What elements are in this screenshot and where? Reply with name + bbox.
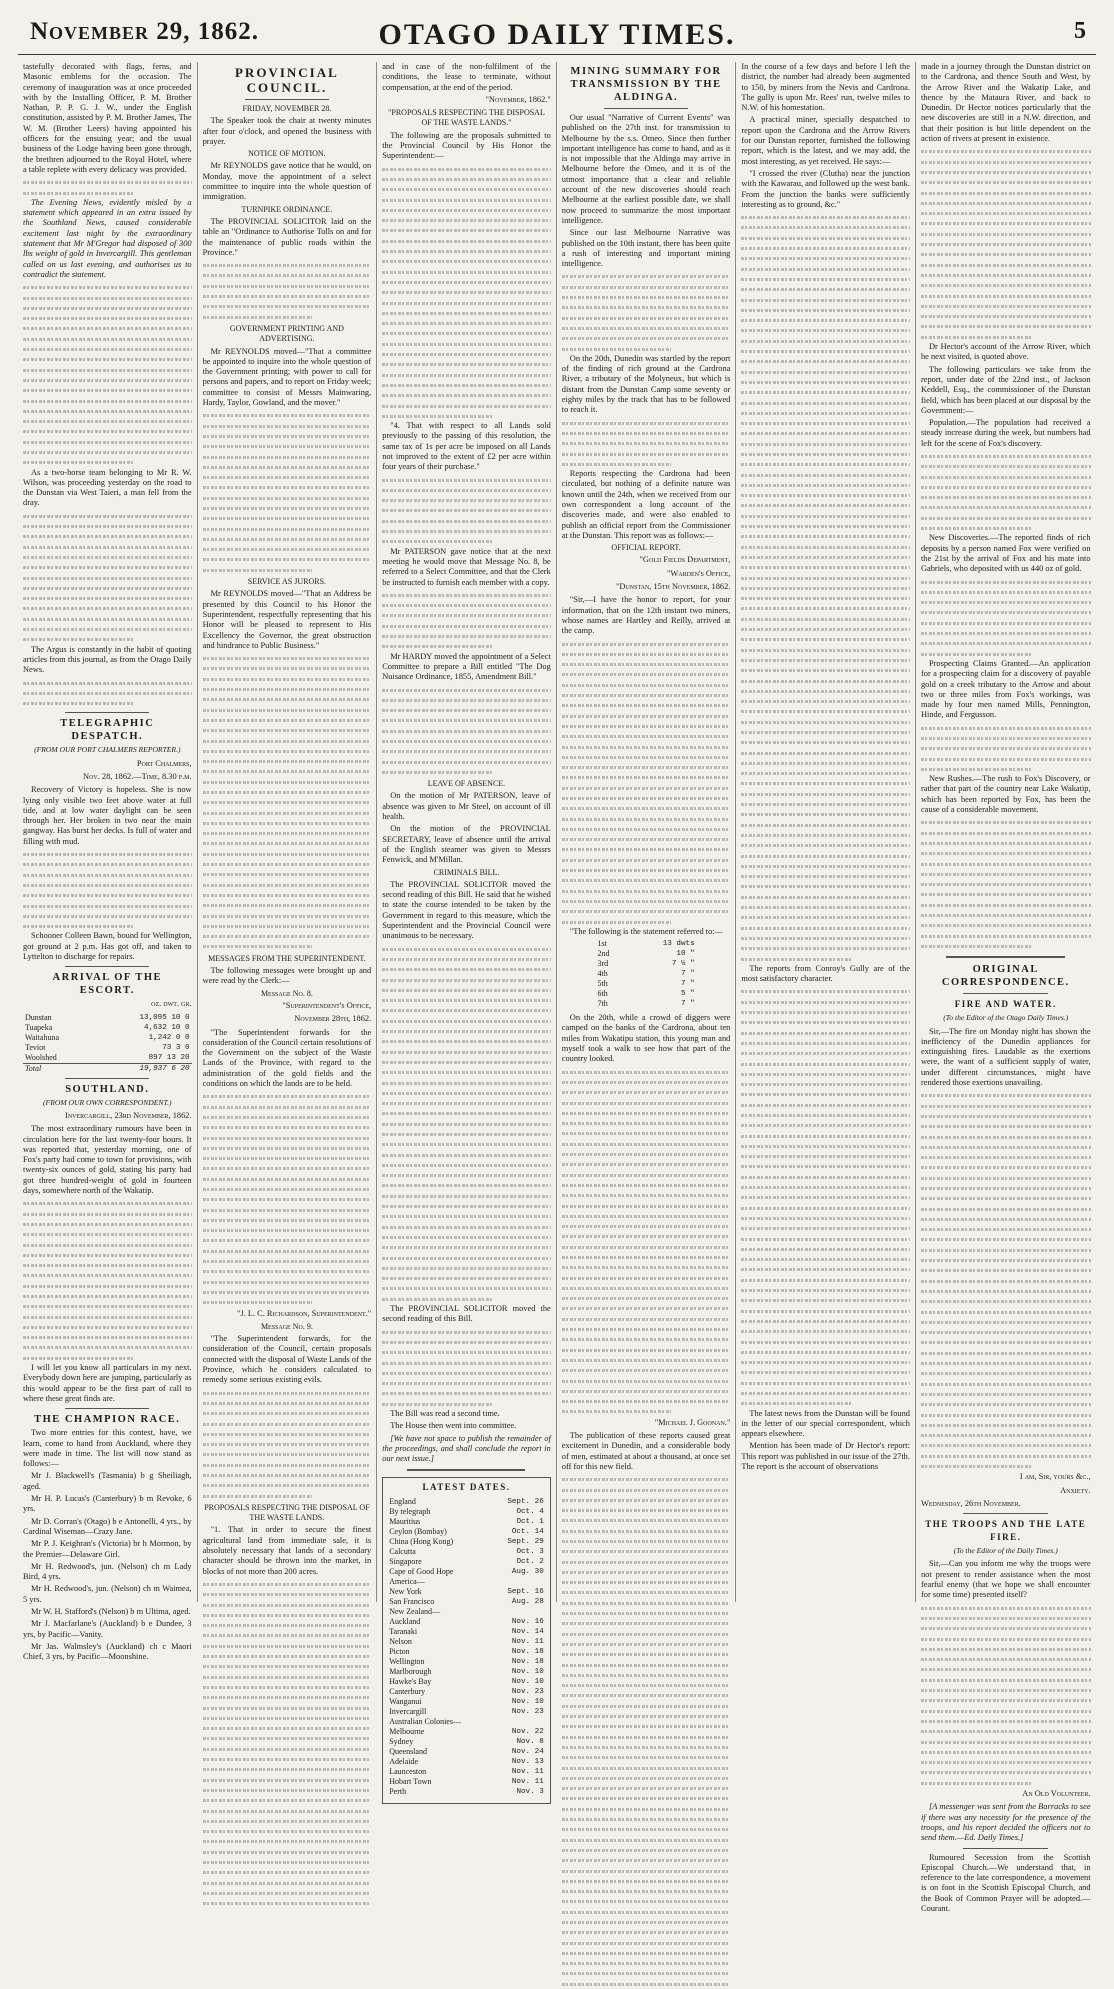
paragraph: "The Superintendent forwards, for the consideration of the Council, certain proposals connected with the disposal of Waste Lands of the Province, which he considers calculated to remedy some serious existing evils. <box>202 1334 372 1385</box>
paragraph: Rumoured Secession from the Scottish Episcopal Church.—We understand that, in reference to the late correspondence, a movement is on foot in the Scottish Episcopal Church, and the Book of Common Prayer will be adopted.—Courant. <box>920 1852 1091 1913</box>
paragraph: On the motion of the PROVINCIAL SECRETARY, leave of absence until the arrival of the English steamer was given to Messrs Fenwick, and M'Millan. <box>382 824 551 865</box>
latest-place: New Zealand— <box>389 1607 441 1617</box>
latest-date: Nov. 10 <box>511 1678 544 1687</box>
paragraph: Mr HARDY moved the appointment of a Select Committee to prepare a Bill entitled "The Dog Nuisance Ordinance, 1855, Amendment Bill." <box>382 651 551 682</box>
letter-subheading: (To the Editor of the Daily Times.) <box>953 1546 1058 1556</box>
paragraph: Two more entries for this contest, have, we learn, come to hand from Auckland, where they were made in time. The list will now stand as follows:— <box>23 1428 192 1469</box>
newspaper-title: OTAGO DAILY TIMES. <box>378 18 736 51</box>
paragraph: The latest news from the Dunstan will be found in the letter of our special correspondent, which appears elsewhere. <box>741 1408 910 1439</box>
table-row <box>23 1013 192 1023</box>
paragraph: The House then went into committee. <box>390 1421 517 1431</box>
latest-date <box>491 1607 546 1617</box>
table-row <box>387 1717 546 1727</box>
paragraph: tastefully decorated with flags, ferns, and Masonic emblems for the occasion. The ceremony of inauguration was at once proceeded with by the Installing Officer, P. M. Brother Nathan, P. P. G. J. W., under the English constitution, assisted by P. M. Brother James, The W. M. (Brother Leers) having appointed his officers for the ensuing year; and the usual business of the Lodge having been gone through, the brethren adjourned to the Royal Hotel, where a table replete with every delicacy was provided. <box>23 62 192 174</box>
escort-amount: 1,242 0 0 <box>148 1033 190 1042</box>
latest-place: Marlborough <box>389 1667 432 1677</box>
signature: Anxiety. <box>1060 1485 1091 1495</box>
yield-label: 6th <box>597 989 608 999</box>
paragraph: On the motion of Mr PATERSON, leave of absence was given to Mr Steel, on account of ill health. <box>382 791 551 822</box>
latest-place: Calcutta <box>389 1547 416 1557</box>
dateline: Nov. 28, 1862.—Time, 8.30 p.m. <box>83 772 192 781</box>
paragraph: The following particulars we take from the report, under date of the 22nd inst., of Jackson Keddell, Esq., the commissioner of the Dunstan field, which has been placed at our disposal by the Government:— <box>920 364 1091 415</box>
latest-date <box>491 1577 546 1587</box>
race-entry: Mr W. H. Stafford's (Nelson) b m Ultima, aged. <box>31 1607 191 1616</box>
table-row <box>387 1557 546 1567</box>
table-row <box>23 1053 192 1064</box>
paragraph: On the 20th, while a crowd of diggers were camped on the banks of the Cardrona, about ten miles from Wakatipu station, this young man and myself took a walk to see how that part of the country looked. <box>561 1013 731 1064</box>
letter-subheading: (To the Editor of the Otago Daily Times.) <box>943 1013 1069 1023</box>
latest-date: Nov. 10 <box>511 1698 544 1707</box>
latest-date: Nov. 3 <box>516 1788 544 1797</box>
race-entry: Mr H. Redwood's, jun. (Nelson) ch m Waimea, 5 yrs. <box>23 1584 192 1604</box>
latest-place: Canterbury <box>389 1687 426 1697</box>
subheading: TURNPIKE ORDINANCE. <box>241 204 333 214</box>
latest-date: Oct. 3 <box>516 1548 544 1557</box>
latest-date: Aug. 28 <box>511 1598 544 1607</box>
dateline: FRIDAY, NOVEMBER 28. <box>242 104 332 113</box>
dateline: Port Chalmers, <box>136 758 192 768</box>
text-lines <box>921 1090 1091 1471</box>
table-row <box>387 1537 546 1547</box>
race-entry: Mr D. Corran's (Otago) b e Antonelli, 4 yrs., by Cardinal Wiseman—Crazy Jane. <box>23 1516 192 1536</box>
text-lines <box>562 418 731 469</box>
table-row <box>387 1737 546 1747</box>
paragraph: "The following is the statement referred to:— <box>569 926 723 936</box>
paragraph: Mention has been made of Dr Hector's report: This report was published in our issue of the 27th. The report is the account of observations <box>741 1441 910 1472</box>
text-lines <box>23 177 192 198</box>
yield-label: 4th <box>597 969 608 979</box>
paragraph: made in a journey through the Dunstan district on to the Cardrona, and thence South and West, by the Arrow River and the Wakatip Lake, and thence by the Mataura River, and back to Dunedin. Dr Hector notices particularly that the new discoveries are still in a N.W. direction, and that their position is but little dependent on the action of rivers at present in existence. <box>920 62 1091 144</box>
paragraph: Sir,—Can you inform me why the troops were not present to render assistance when the most fearful enemy (that we hope we shall encounter for some time) presented itself? <box>920 1559 1091 1600</box>
page-number: 5 <box>1074 18 1086 44</box>
yield-label: 2nd <box>597 949 610 959</box>
text-lines <box>921 577 1091 659</box>
paragraph: The publication of these reports caused great excitement in Dunedin, and a considerable body of men, estimated at about a thousand, at once set off for this new field. <box>561 1431 731 1471</box>
subheading: LEAVE OF ABSENCE. <box>427 779 506 789</box>
latest-place: China (Hong Kong) <box>389 1537 454 1547</box>
escort-amount: 73 3 0 <box>162 1043 190 1052</box>
latest-place: Taranaki <box>389 1627 418 1637</box>
race-entry: Mr J. Blackwell's (Tasmania) b g Sheiliagh, aged. <box>23 1471 192 1491</box>
latest-place: Hobart Town <box>389 1777 432 1787</box>
table-row <box>387 1677 546 1687</box>
latest-place: Cape of Good Hope <box>389 1567 454 1577</box>
dateline: November 28th, 1862. <box>294 1014 372 1024</box>
paragraph: "The Superintendent forwards for the consideration of the Council certain resolutions of the Government on the subject of the Waste Lands of the Province, with regard to the administration of the gold fields and the conditions on which the lands are to be held. <box>202 1027 372 1089</box>
yield-value: 5 " <box>680 990 695 999</box>
table-units: oz. dwt. gr. <box>151 999 192 1009</box>
dateline: "Dunstan, 15th November, 1862. <box>615 582 731 592</box>
yield-label: 5th <box>597 979 608 989</box>
section-heading: THE CHAMPION RACE. <box>34 1414 181 1426</box>
paragraph: The Speaker took the chair at twenty minutes after four o'clock, and opened the business with prayer. <box>202 116 372 146</box>
text-lines <box>382 944 551 1304</box>
text-lines <box>203 653 372 952</box>
table-row <box>387 1757 546 1767</box>
latest-date: Oct. 1 <box>516 1518 544 1527</box>
race-entries <box>23 1471 192 1662</box>
text-lines <box>741 986 910 1408</box>
paragraph: The Bill was read a second time. <box>390 1409 500 1418</box>
latest-place: Nelson <box>389 1637 412 1647</box>
table-row <box>23 1063 192 1074</box>
paragraph: Recovery of Victory is hopeless. She is now lying only visible two feet above water at full tide, and at low water daylight can be seen through her. Her broken in two near the main gangway. Has burst her decks. Is full of water and filling with mud. <box>23 785 192 846</box>
latest-dates-box <box>382 1477 551 1804</box>
text-lines <box>382 164 551 421</box>
text-lines <box>203 260 372 322</box>
escort-amount: 4,632 10 0 <box>144 1023 190 1032</box>
paragraph: Mr PATERSON gave notice that at the next meeting he would move that Message No. 8, be referred to a Select Committee, and that the Clerk be instructed to furnish each member with a copy. <box>382 546 551 587</box>
signature: An Old Volunteer. <box>1022 1789 1091 1799</box>
latest-date: Sept. 26 <box>507 1498 544 1507</box>
latest-date: Nov. 8 <box>516 1738 544 1747</box>
text-lines <box>921 451 1091 533</box>
paragraph: The following are the proposals submitted to the Provincial Council by His Honor the Superintendent:— <box>382 130 551 161</box>
escort-total: 19,937 6 20 <box>93 1063 192 1074</box>
section-subheading: (FROM OUR OWN CORRESPONDENT.) <box>43 1097 172 1107</box>
table-row <box>23 1023 192 1033</box>
escort-amount: 897 13 20 <box>148 1053 190 1062</box>
race-entry: Mr J. Macfarlane's (Auckland) b e Dundee, 3 yrs, by Pacific—Vanity. <box>23 1619 192 1639</box>
escort-table <box>23 1013 192 1074</box>
latest-date: Oct. 2 <box>516 1558 544 1567</box>
latest-place: England <box>389 1497 416 1507</box>
latest-date: Oct. 14 <box>511 1528 544 1537</box>
editor-note: [We have not space to publish the remainder of the proceedings, and shall conclude the report in our next issue.] <box>382 1433 551 1464</box>
paragraph: The Evening News, evidently misled by a statement which appeared in an extra issued by the Southland News, caused considerable excitement last night by the extraordinary statement that Mr M'Gregor had disposed of 300 lbs weight of gold in Invercargill. This gentleman called on us last evening, and authorises us to contradict the statement. <box>23 197 192 279</box>
message-number: Message No. 8. <box>260 988 313 998</box>
closing: I am, Sir, yours &c., <box>1019 1472 1091 1482</box>
latest-date: Nov. 10 <box>511 1668 544 1677</box>
paragraph: In the course of a few days and before I left the district, the number had already been augmented to 150, by miners from the Nevis and Cardrona. The gully is upon Mr. Rees' run, twelve miles to N.W. of his homestation. <box>741 62 910 113</box>
table-row <box>596 959 697 969</box>
text-lines <box>562 271 731 353</box>
section-heading: ORIGINAL CORRESPONDENCE. <box>941 964 1070 989</box>
race-entry: Mr Jas. Walmsley's (Auckland) ch c Maori Chief, 3 yrs, by Pacific—Moonshine. <box>23 1641 192 1662</box>
text-lines <box>921 723 1091 774</box>
table-row <box>387 1687 546 1697</box>
table-row <box>387 1517 546 1527</box>
table-row <box>387 1607 546 1617</box>
text-lines <box>382 590 551 652</box>
paragraph: The Argus is constantly in the habit of quoting articles from this journal, as from the Otago Daily News. <box>23 644 192 675</box>
paragraph: New Discoveries.—The reported finds of rich deposits by a person named Fox were verified on the 21st by the arrival of Fox and his mate into Gabriels, who deposited with us 440 oz of gold. <box>920 533 1091 574</box>
section-subheading: (FROM OUR PORT CHALMERS REPORTER.) <box>34 745 181 755</box>
paragraph: A practical miner, specially despatched to report upon the Cardrona and the Arrow Rivers for our Dunstan reporter, furnished the following report, which is the latest, and we may add, the most interesting, as yet received. He says:— <box>741 115 910 166</box>
race-entry: Mr H. P. Lucas's (Canterbury) b m Revoke, 6 yrs. <box>23 1494 192 1514</box>
yield-label: 3rd <box>597 959 609 969</box>
text-lines <box>562 1067 731 1417</box>
latest-place: Adelaide <box>389 1757 419 1767</box>
table-row <box>387 1697 546 1707</box>
text-lines <box>23 678 192 709</box>
message-number: Message No. 9. <box>260 1321 313 1331</box>
text-lines <box>921 146 1091 342</box>
table-row <box>387 1767 546 1777</box>
column-5 <box>736 62 916 1602</box>
paragraph: Prospecting Claims Granted.—An application for a prospecting claim for a discovery of payable gold on a creek tributary to the Arrow and about two or three miles from Fox's workings, was made by four men named Mills, Pennington, Hinde, and Fergusson. <box>920 658 1091 720</box>
paragraph: Sir,—The fire on Monday night has shown the inefficiency of the Dunedin appliances for extinguishing fires. Laudable as the exertions were, the want of a sufficient supply of water, under different circumstances, might have rendered those exertions unavailing. <box>920 1026 1091 1088</box>
latest-place: San Francisco <box>389 1597 435 1607</box>
latest-place: Singapore <box>389 1557 422 1567</box>
latest-date: Nov. 24 <box>511 1748 544 1757</box>
table-row <box>596 969 697 979</box>
column-4 <box>557 62 737 1602</box>
table-row <box>23 1043 192 1053</box>
table-row <box>387 1527 546 1537</box>
text-lines <box>203 1388 372 1501</box>
table-row <box>387 1617 546 1627</box>
table-row <box>596 949 697 959</box>
latest-place: America— <box>389 1577 425 1587</box>
column-1 <box>18 62 198 1662</box>
table-row <box>387 1507 546 1517</box>
text-lines <box>203 1091 372 1307</box>
table-row <box>387 1667 546 1677</box>
dateline: Invercargill, 23rd November, 1862. <box>65 1110 192 1120</box>
letter-heading: FIRE AND WATER. <box>954 999 1057 1010</box>
table-row <box>387 1567 546 1577</box>
subheading: GOVERNMENT PRINTING AND ADVERTISING. <box>229 323 344 344</box>
yield-label: 7th <box>597 999 608 1009</box>
table-row <box>387 1657 546 1667</box>
section-heading: MINING SUMMARY FOR TRANSMISSION BY THE ALDINGA. <box>570 66 722 103</box>
table-row <box>23 1033 192 1043</box>
letter-heading: THE TROOPS AND THE LATE FIRE. <box>925 1519 1087 1543</box>
latest-place: Picton <box>389 1647 410 1657</box>
paragraph: The following messages were brought up and were read by the Clerk:— <box>202 966 372 986</box>
text-lines <box>562 639 731 927</box>
dateline: "Superintendent's Office, <box>282 1000 372 1010</box>
text-lines <box>203 410 372 575</box>
column-2 <box>198 62 378 1602</box>
table-row <box>387 1627 546 1637</box>
subheading: MESSAGES FROM THE SUPERINTENDENT. <box>208 953 366 963</box>
latest-date: Nov. 23 <box>511 1688 544 1697</box>
text-lines <box>382 1327 551 1409</box>
section-heading: TELEGRAPHIC DESPATCH. <box>60 718 155 743</box>
text-lines <box>203 1579 372 1909</box>
latest-place: Auckland <box>389 1617 421 1627</box>
latest-date: Nov. 11 <box>511 1768 544 1777</box>
text-lines <box>23 282 192 467</box>
yield-value: 7 " <box>680 970 695 979</box>
issue-date: November 29, 1862. <box>30 18 260 45</box>
paragraph: and in case of the non-fulfilment of the conditions, the lease to terminate, without compensation, at the end of the period. <box>382 62 551 92</box>
yield-value: 7 " <box>680 980 695 989</box>
latest-place: New York <box>389 1587 422 1597</box>
signature: "J. L. C. Richardson, Superintendent." <box>236 1308 372 1318</box>
table-row <box>387 1787 546 1797</box>
latest-place: Melbourne <box>389 1727 425 1737</box>
latest-place: Wellington <box>389 1657 425 1667</box>
latest-place: By telegraph <box>389 1507 431 1517</box>
latest-place: Mauritius <box>389 1517 421 1527</box>
columns <box>18 62 1096 1913</box>
section-heading: LATEST DATES. <box>422 1482 511 1493</box>
paragraph: The most extraordinary rumours have been in circulation here for the last twenty-four hours. It was reported that, yesterday morning, one of Fox's party had come to town for provisions, with twenty-six ounces of gold, stating his party had got three hundred-weight of gold in fourteen days, somewhere north of the Wakatip. <box>23 1124 192 1196</box>
escort-place: Dunstan <box>25 1012 52 1022</box>
text-lines <box>382 475 551 547</box>
text-lines <box>23 849 192 931</box>
race-entry: Mr P. J. Keighran's (Victoria) br h Mormon, by the Premier—Delaware Girl. <box>23 1539 192 1559</box>
latest-place: Queensland <box>389 1747 427 1757</box>
latest-date <box>491 1717 546 1727</box>
table-row <box>596 989 697 999</box>
escort-place: Tuapeka <box>25 1022 53 1032</box>
latest-date: Nov. 18 <box>511 1648 544 1657</box>
paragraph: Mr REYNOLDS gave notice that he would, on Monday, move the appointment of a select committee to inquire into the whole question of immigration. <box>202 161 372 202</box>
dateline: "November, 1862." <box>485 94 551 104</box>
editor-note: [A messenger was sent from the Barracks to see if there was any necessity for the presence of the troops, and his report decided the officers not to send them.—Ed. Daily Times.] <box>920 1802 1091 1843</box>
dateline: Wednesday, 26th November. <box>920 1498 1021 1508</box>
table-row <box>387 1727 546 1737</box>
subheading: PROPOSALS RESPECTING THE DISPOSAL OF THE WASTE LANDS. <box>204 1502 370 1523</box>
subheading: SERVICE AS JURORS. <box>247 577 327 587</box>
masthead <box>18 14 1096 55</box>
section-heading: PROVINCIAL COUNCIL. <box>234 65 339 95</box>
yield-value: 13 dwts <box>662 940 695 949</box>
table-row <box>387 1647 546 1657</box>
escort-place: Waitahuna <box>25 1032 60 1042</box>
text-lines <box>23 511 192 645</box>
latest-date: Nov. 11 <box>511 1638 544 1647</box>
section-heading: SOUTHLAND. <box>65 1083 150 1095</box>
yield-value: 7 ½ " <box>671 960 695 969</box>
latest-date: Sept. 29 <box>507 1538 544 1547</box>
yield-label: 1st <box>597 939 607 949</box>
table-row <box>387 1577 546 1587</box>
paragraph: Mr REYNOLDS moved—"That an Address be presented by this Council to his Honor the Superintendent, respectfully representing that his Honor will be pleased to represent to His Excellency the Governor, the great obstruction and hindrance to Public Business." <box>202 589 372 650</box>
text-lines <box>562 1474 731 1989</box>
paragraph: I will let you know all particulars in my next. Everybody down here are jumping, particularly as this would appear to be the first part of call to where these great finds are. <box>23 1363 192 1403</box>
latest-dates-table <box>387 1497 546 1797</box>
escort-total-label: Total <box>23 1063 93 1074</box>
table-row <box>596 999 697 1009</box>
paragraph: "4. That with respect to all Lands sold previously to the passing of this resolution, the same tax of 1s per acre be imposed on all Lands not improved to the extent of £2 per acre within four years of their purchase." <box>382 421 551 472</box>
column-3 <box>377 62 557 1797</box>
yield-value: 10 " <box>676 950 695 959</box>
paragraph: New Rushes.—The rush to Fox's Discovery, or rather that part of the country near Lake Wakatip, which has been reported by Fox, has been the cause of a considerable movement. <box>920 774 1091 815</box>
paragraph: "1. That in order to secure the finest agricultural land from immediate sale, it is absolutely necessary that lands of a secondary character should be thrown into the market, in blocks of not more than 200 acres. <box>202 1525 372 1576</box>
latest-date: Aug. 30 <box>511 1568 544 1577</box>
paragraph: Dr Hector's account of the Arrow River, which he next visited, is quoted above. <box>920 342 1091 362</box>
latest-place: Launceston <box>389 1767 427 1777</box>
dateline: "Warden's Office, <box>666 568 731 578</box>
table-row <box>387 1747 546 1757</box>
paragraph: Our usual "Narrative of Current Events" was published on the 27th inst. for transmission to Melbourne by the s.s. Omeo. Since then further important intelligence has come to hand, and as it is not impossible that the Aldinga may arrive in Melbourne before the Omeo, and it is of the utmost importance that a clear and reliable account of the new discoveries should reach Melbourne at the earliest possible date, we shall now proceed to summarize the most important intelligence. <box>561 113 731 225</box>
dateline: "Gold Fields Department, <box>639 555 731 565</box>
latest-date: Nov. 11 <box>511 1778 544 1787</box>
subheading: NOTICE OF MOTION. <box>248 149 326 159</box>
latest-date: Sept. 16 <box>507 1588 544 1597</box>
latest-date: Nov. 13 <box>511 1758 544 1767</box>
latest-date: Nov. 14 <box>511 1628 544 1637</box>
column-6 <box>916 62 1096 1913</box>
table-row <box>387 1707 546 1717</box>
table-row <box>387 1637 546 1647</box>
escort-place: Woolshed <box>25 1052 57 1062</box>
paragraph: Reports respecting the Cardrona had been circulated, but nothing of a definite nature was known until the 24th, when we received from our own correspondent a long account of the discoveries made, and were also enabled to publish an official report from the Commissioner at the Dunstan. This report was as follows:— <box>561 469 731 540</box>
latest-place: Sydney <box>389 1737 414 1747</box>
paragraph: As a two-horse team belonging to Mr R. W. Wilson, was proceeding yesterday on the road to the Dunstan via West Taieri, a man fell from the dray. <box>23 467 192 508</box>
paragraph: The PROVINCIAL SOLICITOR laid on the table an "Ordinance to Authorise Tolls on and for the maintenance of public roads within the Province." <box>202 216 372 257</box>
text-lines <box>921 1603 1091 1788</box>
latest-date: Nov. 18 <box>511 1658 544 1667</box>
latest-date: Nov. 16 <box>511 1618 544 1627</box>
table-row <box>387 1777 546 1787</box>
escort-place: Teviot <box>25 1042 46 1052</box>
latest-place: Hawke's Bay <box>389 1677 432 1687</box>
text-lines <box>741 212 910 964</box>
latest-place: Ceylon (Bombay) <box>389 1527 447 1537</box>
latest-place: Wanganui <box>389 1697 422 1707</box>
latest-date: Oct. 4 <box>516 1508 544 1517</box>
paragraph: On the 20th, Dunedin was startled by the report of the finding of rich ground at the Cardrona River, a tributary of the Molyneux, but which is distant from the Dunstan Camp some seventy or eighty miles by the track that has to be followed to reach it. <box>561 353 731 415</box>
section-heading: ARRIVAL OF THE ESCORT. <box>52 972 163 997</box>
paragraph: The PROVINCIAL SOLICITOR moved the second reading of this Bill. He said that he wished to state the course intended to be taken by the Government in regard to this measure, which the Superintendent and the Provincial Council were unanimous to be necessary. <box>382 879 551 941</box>
paragraph: Population.—The population had received a steady increase during the week, but numbers had left for the scene of Fox's discovery. <box>920 418 1091 448</box>
table-row <box>387 1497 546 1507</box>
latest-place: Perth <box>389 1787 407 1797</box>
escort-amount: 13,095 10 0 <box>139 1013 190 1022</box>
yield-table <box>596 939 697 1009</box>
latest-date: Nov. 23 <box>511 1708 544 1717</box>
table-row <box>596 979 697 989</box>
subheading: CRIMINALS BILL. <box>433 867 500 877</box>
text-lines <box>921 817 1091 951</box>
text-lines <box>23 1198 192 1363</box>
subheading: OFFICIAL REPORT. <box>611 543 681 553</box>
signature: "Michael J. Goonan." <box>654 1417 731 1427</box>
yield-value: 7 " <box>680 1000 695 1009</box>
table-row <box>387 1587 546 1597</box>
paragraph: Schooner Colleen Bawn, bound for Wellington, got ground at 2 p.m. Has got off, and taken to Lyttelton to discharge for repairs. <box>23 931 192 962</box>
latest-date: Nov. 22 <box>511 1728 544 1737</box>
paragraph: The PROVINCIAL SOLICITOR moved the second reading of this Bill. <box>382 1304 551 1324</box>
paragraph: The reports from Conroy's Gully are of the most satisfactory character. <box>741 963 910 984</box>
latest-place: Invercargill <box>389 1707 427 1717</box>
subheading: "PROPOSALS RESPECTING THE DISPOSAL OF THE WASTE LANDS." <box>388 108 545 128</box>
paragraph: Since our last Melbourne Narrative was published on the 10th instant, there has been quite a rush of interesting and important mining intelligence. <box>561 228 731 269</box>
table-row <box>387 1597 546 1607</box>
table-row <box>387 1547 546 1557</box>
race-entry: Mr H. Redwood's, jun. (Nelson) ch m Lady Bird, 4 yrs. <box>23 1561 192 1582</box>
paragraph: Mr REYNOLDS moved—"That a committee be appointed to inquire into the whole question of the Government printing; with power to call for persons and papers, and to report on Friday week; committee to consist of Messrs Mainwaring, Hardy, Taylor, Gowland, and the mover." <box>202 346 372 408</box>
latest-place: Australian Colonies— <box>389 1717 461 1727</box>
paragraph: "Sir,—I have the honor to report, for your information, that on the 12th instant two miners, whose names are Hartley and Reilly, arrived at the camp. <box>561 595 731 636</box>
table-row <box>596 939 697 949</box>
paragraph: "I crossed the river (Clutha) near the junction with the Kawarau, and followed up the west bank. From the junction the banks were sufficiently interesting as to ground, &c." <box>741 168 910 209</box>
text-lines <box>382 685 551 778</box>
